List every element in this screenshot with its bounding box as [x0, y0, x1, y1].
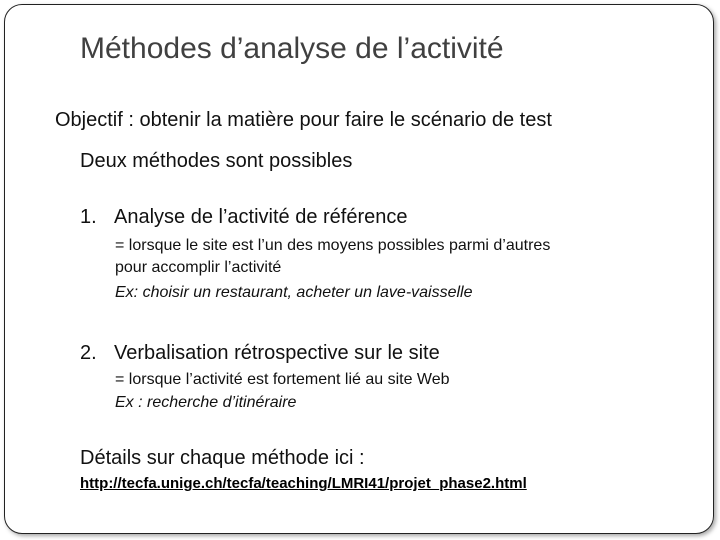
- method-1-label: Analyse de l’activité de référence: [114, 206, 408, 228]
- details-label: Détails sur chaque méthode ici :: [80, 447, 365, 469]
- method-2-label: Verbalisation rétrospective sur le site: [114, 342, 440, 364]
- method-1-description-line1: = lorsque le site est l’un des moyens possibles parmi d’autres: [115, 237, 551, 254]
- method-2-heading: [80, 342, 440, 365]
- method-2-example: Ex : recherche d’itinéraire: [115, 394, 297, 411]
- details-link[interactable]: http://tecfa.unige.ch/tecfa/teaching/LMRI41/projet_phase2.html: [80, 475, 527, 492]
- intro-text: Deux méthodes sont possibles: [80, 150, 353, 172]
- method-2-description: = lorsque l’activité est fortement lié au site Web: [115, 371, 450, 388]
- method-2-number: 2.: [80, 342, 97, 364]
- method-1-description-line2: pour accomplir l’activité: [115, 259, 282, 276]
- objective-text: Objectif : obtenir la matière pour faire le scénario de test: [55, 109, 552, 131]
- slide-title: Méthodes d’analyse de l’activité: [80, 32, 504, 65]
- method-1-number: 1.: [80, 206, 97, 228]
- method-1-heading: [80, 206, 408, 229]
- method-1-example: Ex: choisir un restaurant, acheter un lave-vaisselle: [115, 284, 473, 301]
